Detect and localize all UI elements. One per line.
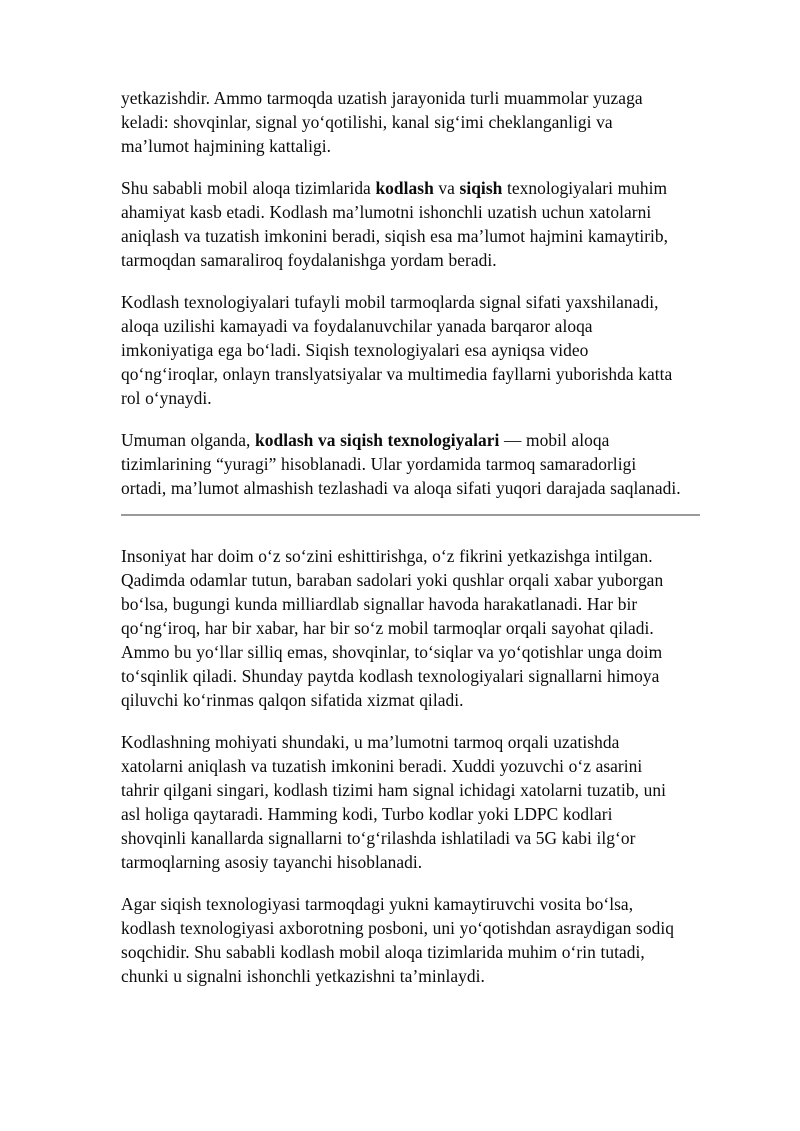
paragraph — [121, 428, 681, 500]
body-text: Insoniyat har doim oʻz soʻzini eshittirishga, oʻz fikrini yetkazishga intilgan. Qadimda odamlar tutun, baraban sadolari yoki qushlar orqali xabar yuborgan boʻlsa, bugungi kunda milliardlab signallar havoda harakatlanadi. Har bir qoʻngʻiroq, har bir xabar, har bir soʻz mobil tarmoqlar orqali sayohat qiladi. Ammo bu yoʻllar silliq emas, shovqinlar, toʻsiqlar va yoʻqotishlar unga doim toʻsqinlik qiladi. Shunday paytda kodlash texnologiyalari signallarni himoya qiluvchi koʻrinmas qalqon sifatida xizmat qiladi. — [121, 546, 664, 710]
section-one — [121, 86, 681, 500]
paragraph — [121, 892, 681, 988]
body-text: va — [433, 178, 460, 198]
body-text: Kodlashning mohiyati shundaki, u ma’lumotni tarmoq orqali uzatishda xatolarni aniqlash va tuzatish imkonini beradi. Xuddi yozuvchi oʻz asarini tahrir qilgani singari, kodlash tizimi ham signal ichidagi xatolarni tuzatib, uni asl holiga qaytaradi. Hamming kodi, Turbo kodlar yoki LDPC kodlari shovqinli kanallarda signallarni toʻgʻrilashda ishlatiladi va 5G kabi ilgʻor tarmoqlarning asosiy tayanchi hisoblanadi. — [121, 732, 667, 872]
body-text: Agar siqish texnologiyasi tarmoqdagi yukni kamaytiruvchi vosita boʻlsa, kodlash texnologiyasi axborotning posboni, uni yoʻqotishdan asraydigan sodiq soqchidir. Shu sababli kodlash mobil aloqa tizimlarida muhim oʻrin tutadi, chunki u signalni ishonchli yetkazishni ta’minlaydi. — [121, 894, 674, 986]
body-text: Kodlash texnologiyalari tufayli mobil tarmoqlarda signal sifati yaxshilanadi, aloqa uzilishi kamayadi va foydalanuvchilar yanada barqaror aloqa imkoniyatiga ega boʻladi. Siqish texnologiyalari esa ayniqsa video qoʻngʻiroqlar, onlayn translyatsiyalar va multimedia fayllarni yuborishda katta rol oʻynaydi. — [121, 292, 673, 408]
spacer-after-divider — [121, 516, 681, 544]
body-text: texnologiyalari muhim ahamiyat kasb etadi. Kodlash ma’lumotni ishonchli uzatish uchun xatolarni aniqlash va tuzatish imkonini beradi, siqish esa ma’lumot hajmini kamaytirib, tarmoqdan samaraliroq foydalanishga yordam beradi. — [121, 178, 669, 270]
body-text: Umuman olganda, — [121, 430, 256, 450]
emphasis-text: kodlash va siqish texnologiyalari — [255, 430, 500, 450]
paragraph — [121, 86, 681, 158]
emphasis-text: siqish — [459, 178, 503, 198]
spacer-before-divider — [121, 500, 681, 514]
body-text: yetkazishdir. Ammo tarmoqda uzatish jarayonida turli muammolar yuzaga keladi: shovqinlar, signal yoʻqotilishi, kanal sigʻimi cheklanganligi va ma’lumot hajmining kattaligi. — [121, 88, 643, 156]
section-two — [121, 544, 681, 988]
body-text: Shu sababli mobil aloqa tizimlarida — [121, 178, 376, 198]
emphasis-text: kodlash — [375, 178, 434, 198]
body-text: — mobil aloqa tizimlarining “yuragi” hisoblanadi. Ular yordamida tarmoq samaradorligi ortadi, ma’lumot almashish tezlashadi va aloqa sifati yuqori darajada saqlanadi. — [121, 430, 681, 498]
paragraph — [121, 544, 681, 712]
paragraph — [121, 176, 681, 272]
paragraph — [121, 730, 681, 874]
paragraph — [121, 290, 681, 410]
document-body — [121, 86, 681, 988]
